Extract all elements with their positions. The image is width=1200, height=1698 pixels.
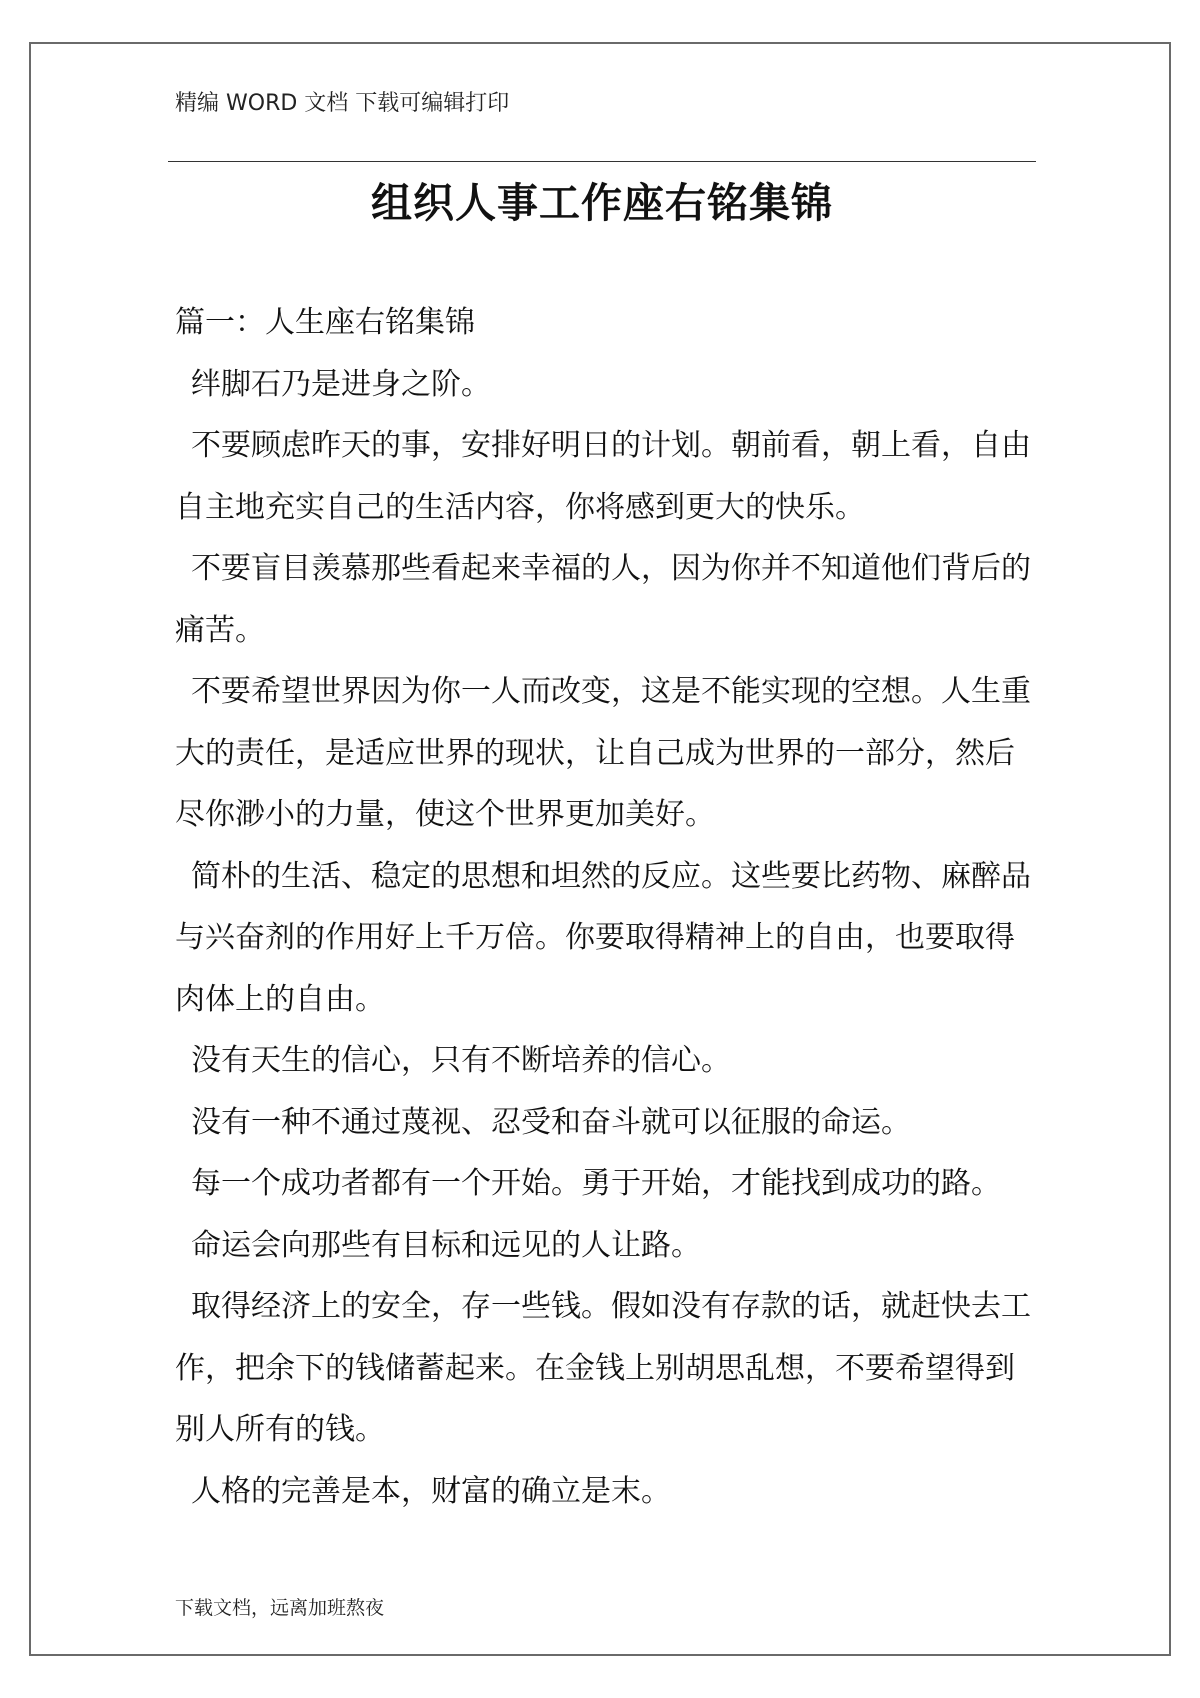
- document-body: [175, 292, 1035, 1522]
- paragraph: 不要盲目羡慕那些看起来幸福的人，因为你并不知道他们背后的痛苦。: [175, 551, 1031, 648]
- paragraph: 绊脚石乃是进身之阶。: [191, 366, 491, 402]
- paragraph: 没有一种不通过蔑视、忍受和奋斗就可以征服的命运。: [191, 1104, 911, 1140]
- paragraph: 没有天生的信心，只有不断培养的信心。: [191, 1043, 731, 1078]
- paragraph: 取得经济上的安全，存一些钱。假如没有存款的话，就赶快去工作，把余下的钱储蓄起来。在金钱上别胡思乱想，不要希望得到别人所有的钱。: [175, 1289, 1031, 1447]
- paragraph: 简朴的生活、稳定的思想和坦然的反应。这些要比药物、麻醉品与兴奋剂的作用好上千万倍。你要取得精神上的自由，也要取得肉体上的自由。: [175, 858, 1031, 1017]
- section-heading: 篇一：人生座右铭集锦: [175, 305, 475, 340]
- header-divider: [168, 161, 1036, 162]
- paragraph: 命运会向那些有目标和远见的人让路。: [191, 1227, 701, 1263]
- paragraph: 不要顾虑昨天的事，安排好明日的计划。朝前看，朝上看，自由自主地充实自己的生活内容，你将感到更大的快乐。: [175, 428, 1031, 525]
- document-title: 组织人事工作座右铭集锦: [371, 179, 833, 227]
- page-footer: 下载文档，远离加班熬夜: [175, 1597, 385, 1619]
- page-header: 精编 WORD 文档 下载可编辑打印: [175, 91, 510, 116]
- paragraph: 不要希望世界因为你一人而改变，这是不能实现的空想。人生重大的责任，是适应世界的现状，让自己成为世界的一部分，然后尽你渺小的力量，使这个世界更加美好。: [175, 674, 1031, 832]
- paragraph: 人格的完善是本，财富的确立是末。: [191, 1473, 671, 1509]
- paragraph: 每一个成功者都有一个开始。勇于开始，才能找到成功的路。: [191, 1166, 1001, 1201]
